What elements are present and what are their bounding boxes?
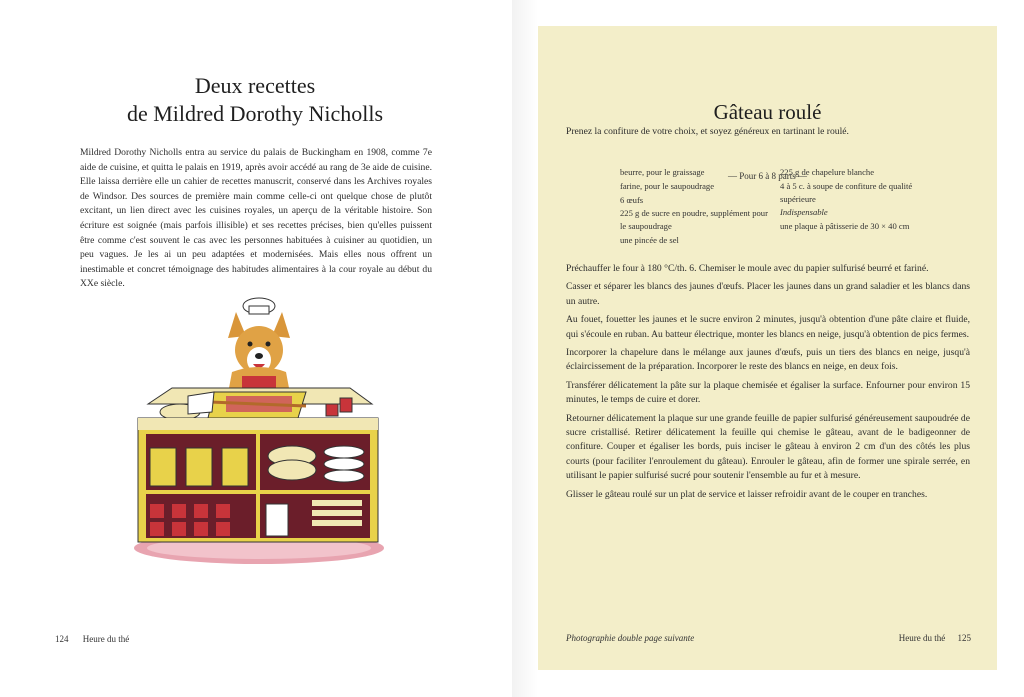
recipe-lead: Prenez la confiture de votre choix, et soyez généreux en tartinant le roulé. bbox=[566, 126, 849, 137]
ingredients-left-column bbox=[620, 166, 770, 248]
page-number-left: 124 bbox=[55, 634, 69, 644]
photo-note: Photographie double page suivante bbox=[566, 633, 695, 643]
serves-line: — Pour 6 à 8 parts — bbox=[728, 171, 807, 181]
ingredient-item: beurre, pour le graissage bbox=[620, 167, 705, 177]
intro-paragraph: Mildred Dorothy Nicholls entra au service du palais de Buckingham en 1908, comme 7e aide de cuisine, et quitta le palais en 1919, après avoir accédé au rang de 3e aide de cuisine. Elle laissa derrière elle un cahier de recettes manuscrit, conservé dans les Archives royales de Windsor. Des sources de première main comme celle-ci ont quelque chose de plutôt excitant, un lien direct avec les cuisines royales, un aperçu de la véritable histoire. Son écriture est soignée (mais parfois illisible) et ses recettes précises, bien qu'elles puissent être comme c'est souvent le cas avec les personnes habituées à cuisiner au quotidien, un peu vagues. Je les ai un peu adaptées et modernisées. Mais elles nous offrent un inestimable et concret témoignage des habitudes alimentaires à la cour royale au début du XXe siècle. bbox=[80, 147, 432, 290]
recipe-steps bbox=[566, 262, 970, 502]
ingredient-item: 6 œufs bbox=[620, 194, 644, 205]
indispensable-item: une plaque à pâtisserie de 30 × 40 cm bbox=[780, 221, 910, 232]
right-page bbox=[538, 26, 997, 670]
title-line-1: Deux recettes bbox=[194, 73, 316, 98]
step-paragraph: Casser et séparer les blancs des jaunes d'œufs. Placer les jaunes dans un grand saladier et les blancs dans un autre. bbox=[566, 281, 970, 307]
page-number-right: 125 bbox=[957, 633, 971, 643]
recipe-title: Gâteau roulé bbox=[713, 100, 822, 124]
right-page-footer bbox=[889, 633, 971, 643]
ingredients-right-column bbox=[780, 166, 920, 234]
step-paragraph: Glisser le gâteau roulé sur un plat de service et laisser refroidir avant de le couper en tranches. bbox=[566, 488, 928, 500]
left-page-title bbox=[80, 72, 430, 128]
corgi-baker-icon bbox=[128, 292, 390, 568]
step-paragraph: Préchauffer le four à 180 °C/th. 6. Chemiser le moule avec du papier sulfurisé beurré et fariné. bbox=[566, 263, 929, 274]
step-paragraph: Retourner délicatement la plaque sur une grande feuille de papier sulfurisé généreusement saupoudrée de sucre cristallisé. Retirer délicatement la feuille qui chemise le gâteau, avant de le badigeonner de confiture. Couper et égaliser les bords, puis inciser le gâteau à environ 2 cm d'un des côtés les plus courts (pour faciliter l'enroulement du gâteau). Enrouler le gâteau, afin de former une spirale serrée, en utilisant le papier sulfurisé sucré pour soutenir l'ensemble au fur et à mesure. bbox=[566, 412, 970, 482]
title-line-2: de Mildred Dorothy Nicholls bbox=[126, 101, 384, 126]
ingredient-item: farine, pour le saupoudrage bbox=[620, 180, 715, 191]
ingredient-item: 4 à 5 c. à soupe de confiture de qualité supérieure bbox=[780, 180, 913, 204]
left-page-footer bbox=[55, 634, 141, 644]
running-head-left: Heure du thé bbox=[82, 634, 130, 644]
step-paragraph: Au fouet, fouetter les jaunes et le sucre environ 2 minutes, jusqu'à obtention d'une pâte claire et fluide, qui s'écoule en ruban. Au batteur électrique, monter les blancs en neige, jusqu'à obtention de pics fermes. bbox=[566, 314, 970, 340]
running-head-right: Heure du thé bbox=[898, 633, 946, 643]
step-paragraph: Incorporer la chapelure dans le mélange aux jaunes d'œufs, puis un tiers des blancs en neige, jusqu'à éclaircissement de la préparation. Incorporer le reste des blancs en neige, en deux fois. bbox=[566, 347, 970, 373]
ingredient-item: 225 g de sucre en poudre, supplément pour le saupoudrage bbox=[620, 208, 768, 232]
ingredient-item: 225 g de chapelure blanche bbox=[780, 167, 875, 177]
gutter bbox=[512, 0, 538, 697]
indispensable-label: Indispensable bbox=[780, 207, 828, 218]
ingredient-item: une pincée de sel bbox=[620, 234, 679, 245]
step-paragraph: Transférer délicatement la pâte sur la plaque chemisée et égaliser la surface. Enfourner pour environ 15 minutes, le temps de cuire et dorer. bbox=[566, 379, 970, 406]
